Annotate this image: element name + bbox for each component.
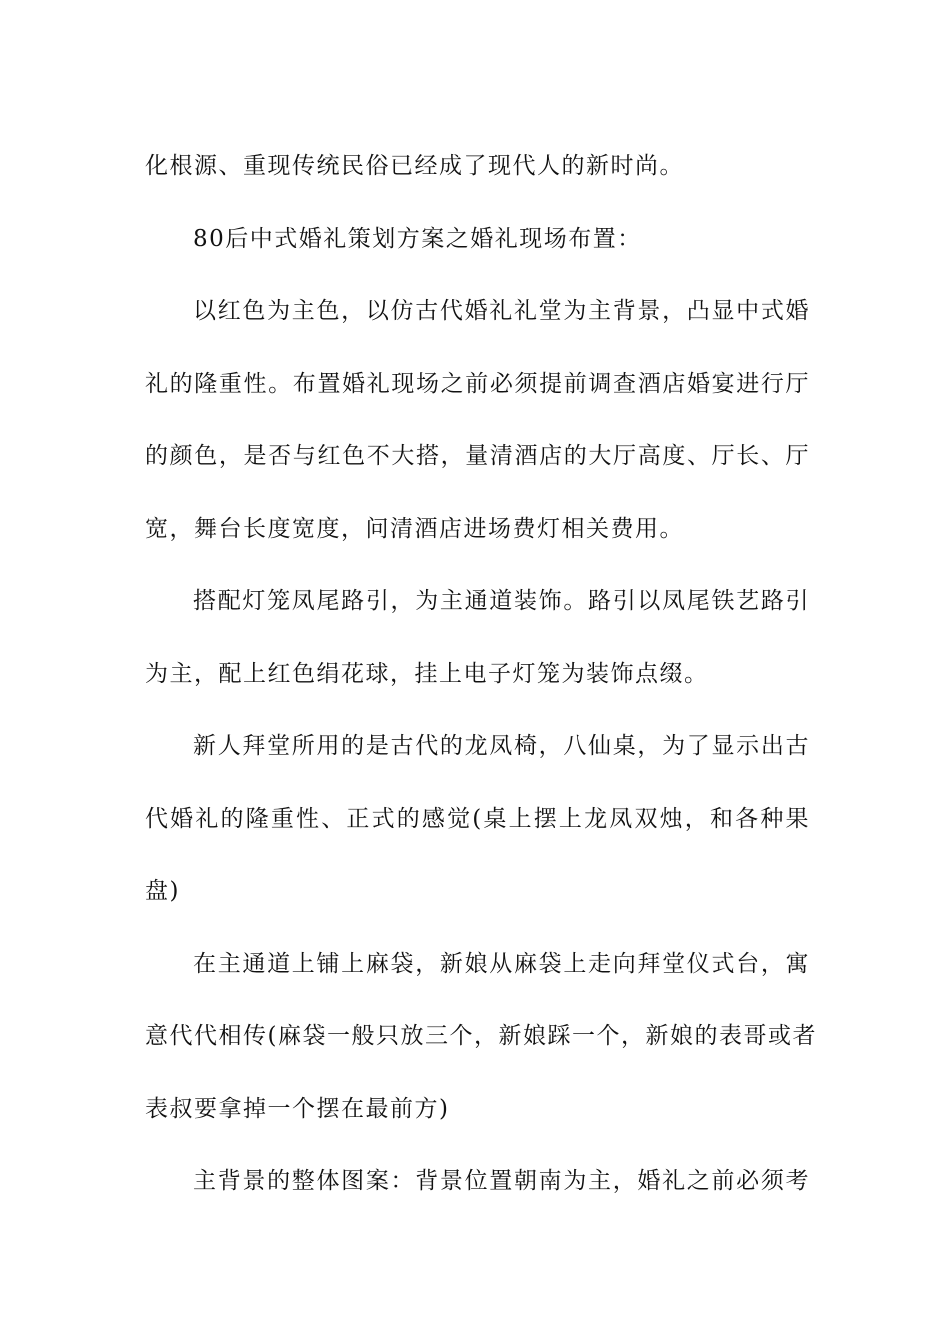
paragraph-6 — [145, 928, 817, 1146]
paragraph-7 — [145, 1145, 810, 1218]
paragraph-4 — [145, 565, 810, 710]
text-line: 以红色为主色，以仿古代婚礼礼堂为主背景，凸显中式婚 — [193, 298, 810, 324]
text-line: 的颜色，是否与红色不大搭，量清酒店的大厅高度、厅长、厅 — [145, 443, 810, 469]
text-line: 新人拜堂所用的是古代的龙凤椅，八仙桌，为了显示出古 — [193, 733, 810, 759]
text-line: 为主，配上红色绢花球，挂上电子灯笼为装饰点缀。 — [145, 660, 709, 687]
paragraph-1 — [145, 130, 810, 203]
paragraph-5 — [145, 710, 810, 928]
text-line: 意代代相传(麻袋一般只放三个，新娘踩一个，新娘的表哥或者 — [145, 1023, 817, 1049]
paragraph-3 — [145, 275, 810, 565]
text-line: 搭配灯笼凤尾路引，为主通道装饰。路引以凤尾铁艺路引 — [193, 588, 810, 614]
text-line: 代婚礼的隆重性、正式的感觉(桌上摆上龙凤双烛，和各种果 — [145, 805, 810, 832]
text-line: 主背景的整体图案：背景位置朝南为主，婚礼之前必须考 — [193, 1168, 810, 1194]
text-line: 表叔要拿掉一个摆在最前方) — [145, 1095, 450, 1122]
text-line: 化根源、重现传统民俗已经成了现代人的新时尚。 — [145, 153, 684, 179]
text-line: 80后中式婚礼策划方案之婚礼现场布置： — [193, 225, 642, 252]
text-line: 在主通道上铺上麻袋，新娘从麻袋上走向拜堂仪式台，寓 — [193, 950, 810, 977]
document-body — [145, 130, 817, 1218]
text-line: 宽，舞台长度宽度，问清酒店进场费灯相关费用。 — [145, 515, 684, 542]
text-line: 礼的隆重性。布置婚礼现场之前必须提前调查酒店婚宴进行厅 — [145, 370, 810, 397]
paragraph-2 — [145, 203, 810, 276]
text-line: 盘) — [145, 878, 180, 904]
